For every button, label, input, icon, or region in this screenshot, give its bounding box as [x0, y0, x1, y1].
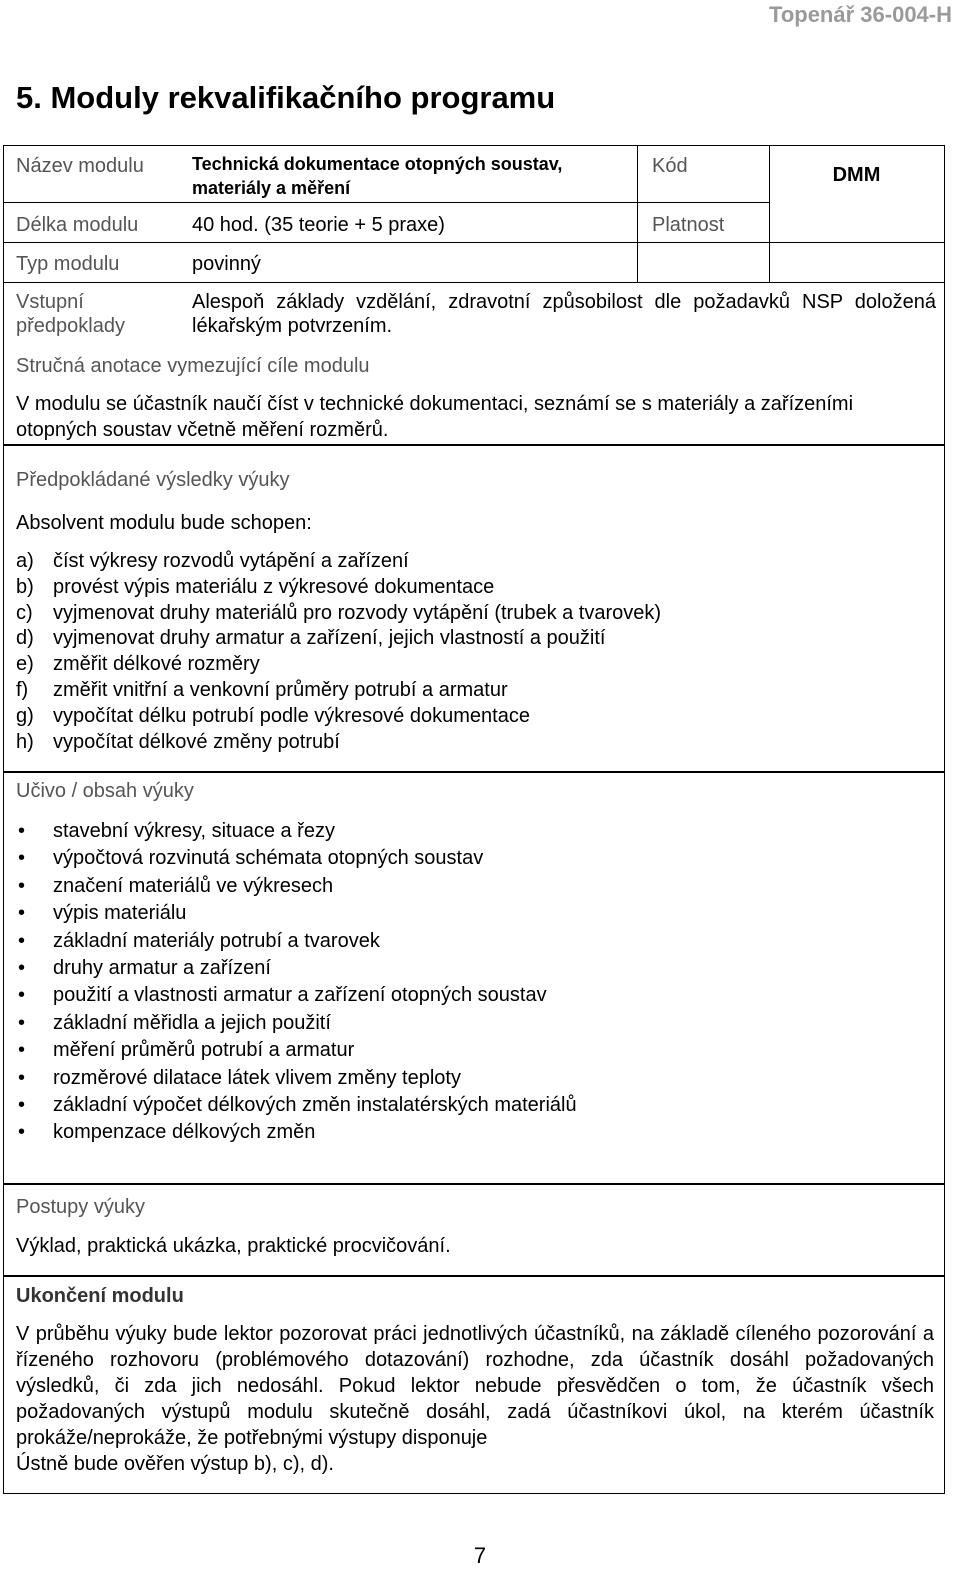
content-title: Učivo / obsah výuky — [16, 780, 194, 802]
bullet-icon: • — [18, 1121, 26, 1144]
module-length-value: 40 hod. (35 teorie + 5 praxe) — [192, 214, 445, 236]
table-column-divider — [637, 146, 638, 282]
module-validity-label: Platnost — [652, 214, 725, 236]
methods-section — [3, 1184, 945, 1276]
list-item: b) provést výpis materiálu z výkresové dokumentace — [16, 575, 495, 598]
list-item: • kompenzace délkových změn — [16, 1119, 934, 1146]
annotation-title: Stručná anotace vymezující cíle modulu — [16, 355, 370, 377]
page-number: 7 — [473, 1543, 487, 1568]
list-item: • výpis materiálu — [16, 900, 934, 927]
bullet-icon: • — [18, 847, 26, 870]
bullet-icon: • — [18, 956, 26, 979]
methods-text: Výklad, praktická ukázka, praktické procvičování. — [16, 1235, 451, 1257]
table-row-divider — [4, 282, 944, 283]
bullet-icon: • — [18, 984, 26, 1007]
annotation-text: V modulu se účastník naučí číst v technické dokumentaci, seznámí se s materiály a zařízeními otopných soustav včetně měření rozměrů. — [16, 393, 854, 441]
content-list — [16, 818, 934, 1147]
module-code-value: DMM — [832, 164, 881, 186]
list-item: f) změřit vnitřní a venkovní průměry potrubí a armatur — [16, 678, 508, 701]
list-item: • základní materiály potrubí a tvarovek — [16, 928, 934, 955]
bullet-icon: • — [18, 1039, 26, 1062]
methods-title: Postupy výuky — [16, 1196, 145, 1218]
table-row-divider — [4, 242, 944, 243]
bullet-icon: • — [18, 1093, 26, 1116]
bullet-icon: • — [18, 1011, 26, 1034]
outcomes-list — [16, 548, 934, 754]
completion-text: V průběhu výuky bude lektor pozorovat práci jednotlivých účastníků, na základě cíleného pozorování a řízeného rozhovoru (problémového dotazování) rozhodne, zda účastník dosáhl požadovaných výsledků, či zda jich nedosáhl. Pokud lektor nebude přesvědčen o tom, že účastník všech požadovaných výstupů modulu skutečně dosáhl, zadá účastníkovi úkol, na kterém účastník prokáže/neprokáže, že potřebnými výstupy disponuje — [16, 1323, 934, 1449]
content-section — [3, 772, 945, 1184]
completion-title: Ukončení modulu — [16, 1285, 184, 1307]
outcomes-intro: Absolvent modulu bude schopen: — [16, 512, 312, 534]
bullet-icon: • — [18, 874, 26, 897]
list-item: c) vyjmenovat druhy materiálů pro rozvody vytápění (trubek a tvarovek) — [16, 601, 662, 624]
list-item: • rozměrové dilatace látek vlivem změny teploty — [16, 1065, 934, 1092]
list-item: h) vypočítat délkové změny potrubí — [16, 730, 340, 753]
prerequisites-value: Alespoň základy vzdělání, zdravotní způsobilost dle požadavků NSP doložená lékařským potvrzením. — [192, 291, 936, 337]
outcomes-title: Předpokládané výsledky výuky — [16, 469, 290, 491]
list-item: • použití a vlastnosti armatur a zařízení otopných soustav — [16, 982, 934, 1009]
list-item: a) číst výkresy rozvodů vytápění a zařízení — [16, 550, 409, 572]
list-item: • měření průměrů potrubí a armatur — [16, 1037, 934, 1064]
bullet-icon: • — [18, 820, 26, 842]
list-item: • základní výpočet délkových změn instalatérských materiálů — [16, 1092, 934, 1119]
list-item: • značení materiálů ve výkresech — [16, 873, 934, 900]
list-item: e) změřit délkové rozměry — [16, 653, 260, 676]
list-item: d) vyjmenovat druhy armatur a zařízení, jejich vlastností a použití — [16, 627, 606, 650]
module-info-table — [3, 145, 945, 445]
completion-text-oral: Ústně bude ověřen výstup b), c), d). — [16, 1453, 334, 1475]
module-type-label: Typ modulu — [16, 253, 120, 275]
page-title: 5. Moduly rekvalifikačního programu — [16, 80, 556, 115]
list-item: • druhy armatur a zařízení — [16, 955, 934, 982]
list-item: • základní měřidla a jejich použití — [16, 1010, 934, 1037]
module-type-value: povinný — [192, 253, 261, 275]
module-name-label: Název modulu — [16, 155, 144, 177]
list-item: • výpočtová rozvinutá schémata otopných soustav — [16, 845, 934, 872]
document-code-header: Topenář 36-004-H — [769, 2, 952, 27]
table-row-divider — [4, 202, 769, 203]
bullet-icon: • — [18, 1066, 26, 1089]
completion-section — [3, 1276, 945, 1494]
list-item: • stavební výkresy, situace a řezy — [16, 818, 934, 845]
module-length-label: Délka modulu — [16, 214, 139, 236]
bullet-icon: • — [18, 929, 26, 952]
outcomes-section — [3, 445, 945, 772]
module-name-value: Technická dokumentace otopných soustav, materiály a měření — [192, 154, 563, 198]
list-item: g) vypočítat délku potrubí podle výkresové dokumentace — [16, 704, 530, 727]
module-code-label: Kód — [652, 155, 688, 177]
prerequisites-label: Vstupní předpoklady — [16, 291, 125, 337]
bullet-icon: • — [18, 902, 26, 925]
